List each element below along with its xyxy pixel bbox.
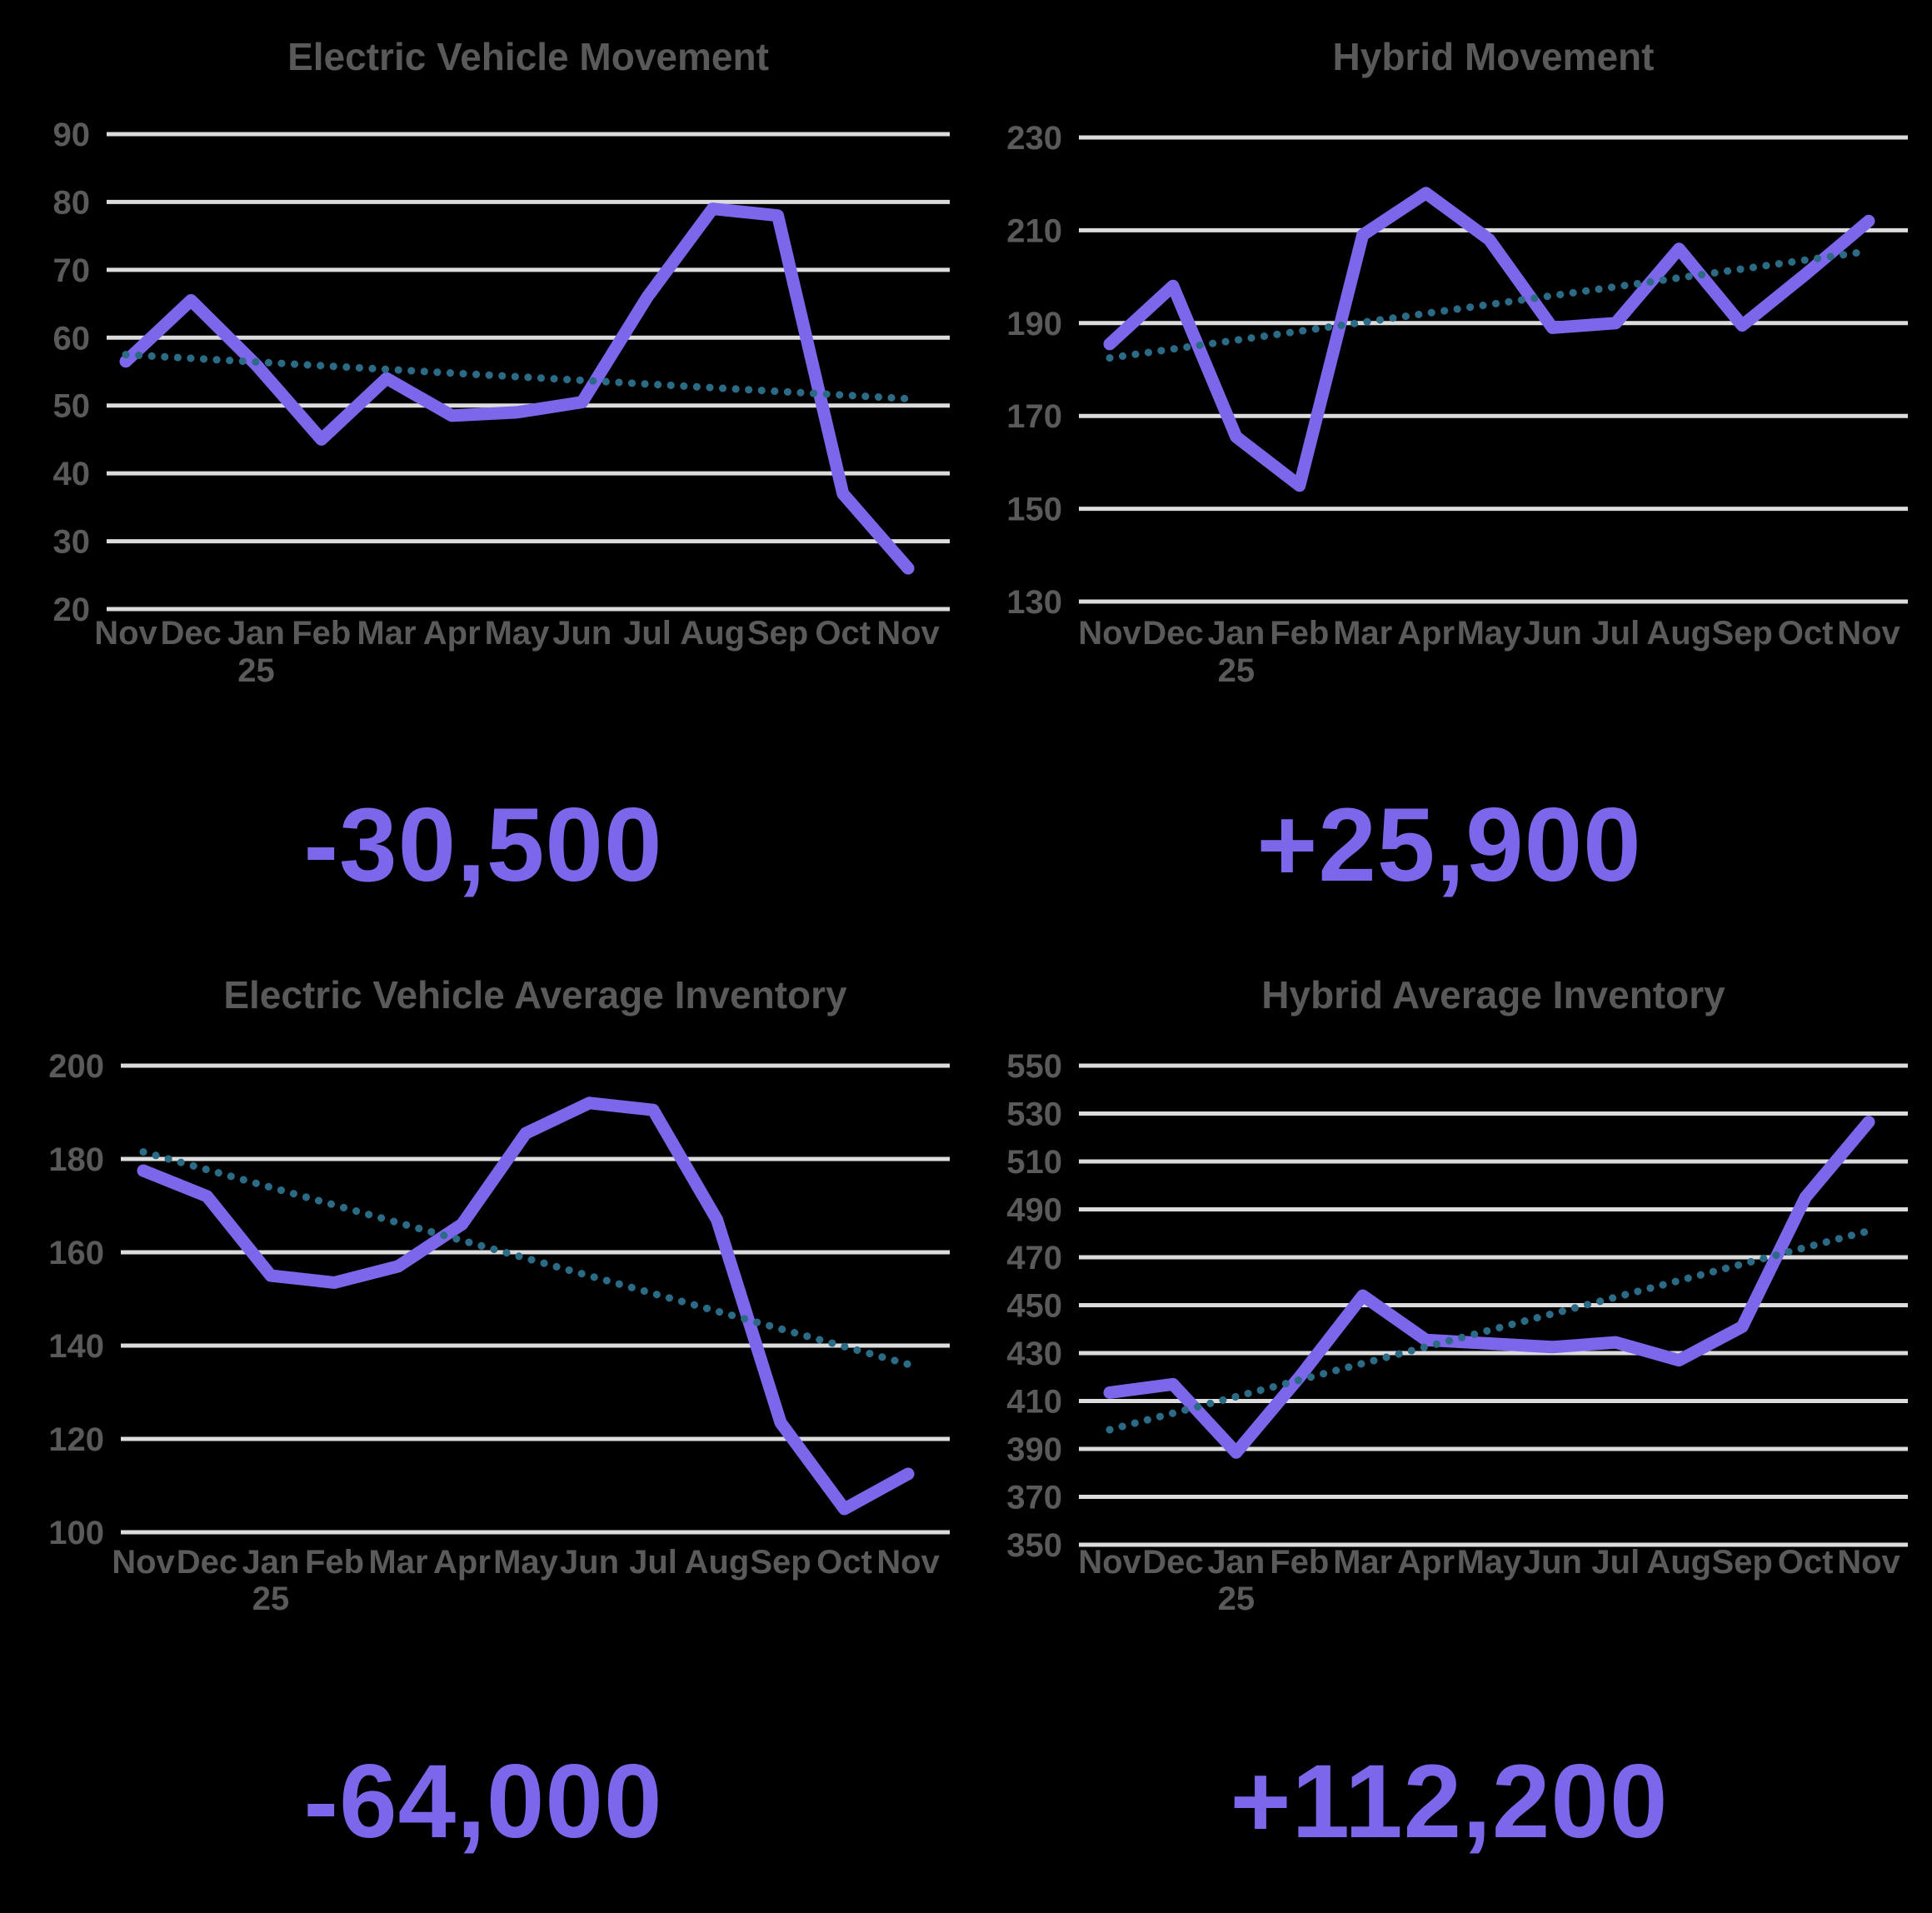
x-tick-label: Jan [227, 615, 285, 652]
y-tick-label: 30 [52, 523, 90, 561]
y-tick-label: 430 [1006, 1336, 1062, 1372]
x-tick-label: Apr [433, 1544, 491, 1581]
y-tick-label: 530 [1006, 1096, 1062, 1133]
x-tick-label: Jul [1591, 1544, 1640, 1581]
x-tick-label: Jun [1522, 615, 1582, 652]
ev-inventory-delta-cell [0, 1690, 966, 1913]
ev-movement-delta: -30,500 [303, 787, 663, 903]
hybrid-inventory-chart [966, 956, 1932, 1690]
y-tick-label: 180 [48, 1141, 104, 1178]
x-tick-label: Aug [680, 615, 746, 652]
hybrid-inventory-chart-panel [966, 956, 1932, 1690]
y-tick-label: 150 [1006, 491, 1062, 528]
hybrid-movement-delta-cell [966, 733, 1932, 956]
y-tick-label: 200 [48, 1048, 104, 1085]
y-tick-label: 370 [1006, 1479, 1062, 1516]
x-tick-label: Nov [876, 1544, 940, 1581]
x-year-label: 25 [1217, 652, 1256, 689]
x-tick-label: Sep [1711, 615, 1773, 652]
chart-title: Hybrid Movement [1332, 35, 1655, 78]
x-tick-label: Jun [559, 1544, 620, 1581]
x-tick-label: Oct [816, 1544, 872, 1581]
ev-movement-chart-panel [0, 0, 966, 733]
x-tick-label: Mar [357, 615, 417, 652]
x-tick-label: Dec [1142, 615, 1204, 652]
x-tick-label: Mar [1333, 615, 1393, 652]
x-year-label: 25 [1217, 1581, 1256, 1617]
y-tick-label: 230 [1006, 120, 1062, 157]
y-tick-label: 40 [52, 456, 90, 493]
ev-movement-chart [0, 0, 966, 733]
x-tick-label: Jun [552, 615, 612, 652]
x-year-label: 25 [237, 652, 275, 689]
y-tick-label: 90 [52, 117, 90, 153]
x-tick-label: Dec [1142, 1544, 1204, 1581]
trend-line [1110, 251, 1869, 357]
y-tick-label: 60 [52, 320, 90, 357]
hybrid-movement-chart-panel [966, 0, 1932, 733]
y-tick-label: 410 [1006, 1383, 1062, 1421]
series-line [126, 209, 908, 568]
y-tick-label: 120 [48, 1421, 104, 1458]
x-tick-label: Apr [1397, 615, 1455, 652]
x-tick-label: Sep [1711, 1544, 1773, 1581]
y-tick-label: 550 [1006, 1048, 1062, 1085]
x-tick-label: May [484, 615, 550, 652]
y-tick-label: 450 [1006, 1287, 1062, 1325]
x-tick-label: Feb [292, 615, 352, 652]
x-tick-label: Sep [750, 1544, 811, 1581]
trend-line [126, 355, 908, 399]
x-tick-label: Feb [1270, 615, 1330, 652]
x-tick-label: Jul [1591, 615, 1640, 652]
x-tick-label: Nov [112, 1544, 175, 1581]
x-tick-label: Nov [1837, 1544, 1900, 1581]
hybrid-movement-delta: +25,900 [1256, 787, 1642, 903]
x-tick-label: Jan [1207, 615, 1266, 652]
x-tick-label: Nov [876, 615, 940, 652]
x-tick-label: Mar [1333, 1544, 1393, 1581]
series-line [143, 1103, 908, 1509]
chart-title: Electric Vehicle Movement [287, 35, 769, 78]
y-tick-label: 100 [48, 1515, 104, 1551]
x-tick-label: Jul [623, 615, 671, 652]
y-tick-label: 390 [1006, 1431, 1062, 1468]
x-tick-label: Apr [1397, 1544, 1455, 1581]
ev-movement-delta-cell [0, 733, 966, 956]
chart-title: Hybrid Average Inventory [1261, 973, 1725, 1016]
x-tick-label: Oct [1777, 1544, 1834, 1581]
x-tick-label: Jan [1207, 1544, 1266, 1581]
x-tick-label: Aug [1646, 615, 1712, 652]
y-tick-label: 470 [1006, 1240, 1062, 1276]
ev-inventory-chart-panel [0, 956, 966, 1690]
x-tick-label: Nov [1837, 615, 1900, 652]
y-tick-label: 170 [1006, 398, 1062, 436]
x-tick-label: Jul [629, 1544, 677, 1581]
y-tick-label: 210 [1006, 212, 1062, 250]
x-tick-label: Feb [1270, 1544, 1330, 1581]
x-tick-label: Jan [242, 1544, 300, 1581]
y-tick-label: 50 [52, 387, 90, 425]
y-tick-label: 80 [52, 184, 90, 222]
x-tick-label: Dec [160, 615, 222, 652]
x-tick-label: Nov [1078, 615, 1141, 652]
y-tick-label: 130 [1006, 584, 1062, 621]
x-tick-label: Aug [684, 1544, 750, 1581]
x-year-label: 25 [252, 1581, 290, 1617]
chart-title: Electric Vehicle Average Inventory [223, 973, 847, 1016]
x-tick-label: Apr [422, 615, 481, 652]
x-tick-label: Aug [1646, 1544, 1712, 1581]
x-tick-label: Nov [94, 615, 157, 652]
y-tick-label: 70 [52, 252, 90, 289]
y-tick-label: 190 [1006, 305, 1062, 342]
hybrid-inventory-delta-cell [966, 1690, 1932, 1913]
y-tick-label: 160 [48, 1235, 104, 1271]
x-tick-label: Mar [368, 1544, 428, 1581]
y-tick-label: 140 [48, 1328, 104, 1365]
x-tick-label: May [493, 1544, 558, 1581]
x-tick-label: Oct [815, 615, 871, 652]
y-tick-label: 350 [1006, 1527, 1062, 1564]
x-tick-label: Dec [176, 1544, 238, 1581]
y-tick-label: 510 [1006, 1144, 1062, 1181]
ev-inventory-delta: -64,000 [303, 1743, 663, 1860]
y-tick-label: 20 [52, 592, 90, 628]
x-tick-label: May [1456, 615, 1522, 652]
y-tick-label: 490 [1006, 1191, 1062, 1229]
hybrid-movement-chart [966, 0, 1932, 733]
x-tick-label: Sep [746, 615, 809, 652]
x-tick-label: Feb [304, 1544, 365, 1581]
ev-inventory-chart [0, 956, 966, 1690]
x-tick-label: Oct [1777, 615, 1834, 652]
x-tick-label: Jun [1522, 1544, 1582, 1581]
x-tick-label: May [1456, 1544, 1522, 1581]
x-tick-label: Nov [1078, 1544, 1141, 1581]
hybrid-inventory-delta: +112,200 [1230, 1743, 1669, 1860]
